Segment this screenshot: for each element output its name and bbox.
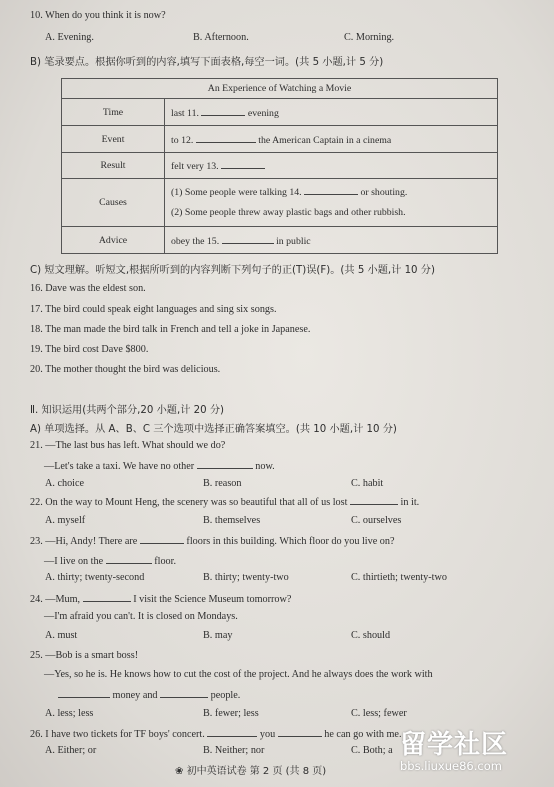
option-a: A. choice <box>45 478 85 489</box>
table-title: An Experience of Watching a Movie <box>62 79 498 99</box>
option-c: C. should <box>351 630 391 641</box>
option-a: A. Either; or <box>45 745 97 756</box>
row-content: to 12. the American Captain in a cinema <box>165 126 498 153</box>
option-b: B. Afternoon. <box>193 32 249 43</box>
option-a: A. myself <box>45 515 86 526</box>
row-content: felt very 13. <box>165 153 498 179</box>
question-23: 23. —Hi, Andy! There are floors in this building. Which floor do you live on? <box>30 536 395 547</box>
option-c: C. Both; a <box>351 745 393 756</box>
row-label: Time <box>62 99 165 126</box>
question-25: 25. —Bob is a smart boss! <box>30 650 139 661</box>
table-row <box>62 126 498 153</box>
question-24: 24. —Mum, I visit the Science Museum tomorrow? <box>30 594 292 605</box>
table-row <box>62 179 498 227</box>
option-c: C. thirtieth; twenty-two <box>351 572 447 583</box>
question-26: 26. I have two tickets for TF boys' concert. you he can go with me. <box>30 729 402 740</box>
option-c: C. less; fewer <box>351 708 407 719</box>
row-label: Result <box>62 153 165 179</box>
option-a: A. Evening. <box>45 32 94 43</box>
question-10: 10. When do you think it is now? <box>30 10 166 21</box>
question-21-reply: —Let's take a taxi. We have no other now. <box>44 461 275 472</box>
part-2-heading: Ⅱ. 知识运用(共两个部分,20 小题,计 20 分) <box>30 405 224 416</box>
flower-icon: ❀ <box>175 766 184 777</box>
option-a: A. less; less <box>45 708 94 719</box>
statement-20: 20. The mother thought the bird was delicious. <box>30 364 221 375</box>
watermark-logo <box>400 724 550 773</box>
option-a: A. thirty; twenty-second <box>45 572 145 583</box>
table-row <box>62 227 498 254</box>
statement-18: 18. The man made the bird talk in French and tell a joke in Japanese. <box>30 324 311 335</box>
section-b-heading: B) 笔录要点。根据你听到的内容,填写下面表格,每空一词。(共 5 小题,计 5 分) <box>30 57 384 68</box>
option-c: C. Morning. <box>344 32 395 43</box>
row-content: (1) Some people were talking 14. or shouting. (2) Some people threw away plastic bags and other rubbish. <box>165 179 498 227</box>
statement-17: 17. The bird could speak eight languages and sing six songs. <box>30 304 277 315</box>
option-b: B. Neither; nor <box>203 745 265 756</box>
watermark-url: bbs.liuxue86.com <box>400 759 502 773</box>
option-b: B. may <box>203 630 233 641</box>
table-row <box>62 99 498 126</box>
statement-19: 19. The bird cost Dave $800. <box>30 344 149 355</box>
question-22: 22. On the way to Mount Heng, the scenery was so beautiful that all of us lost in it. <box>30 497 420 508</box>
option-b: B. reason <box>203 478 242 489</box>
option-a: A. must <box>45 630 78 641</box>
experience-table <box>61 78 498 254</box>
option-c: C. habit <box>351 478 384 489</box>
option-b: B. fewer; less <box>203 708 259 719</box>
question-23-reply: —I live on the floor. <box>44 556 177 567</box>
option-c: C. ourselves <box>351 515 402 526</box>
watermark-title: 留学社区 <box>400 730 509 760</box>
option-b: B. thirty; twenty-two <box>203 572 289 583</box>
question-25-reply: —Yes, so he is. He knows how to cut the cost of the project. And he always does the work with <box>44 669 433 680</box>
question-25-reply-cont: money and people. <box>58 688 240 701</box>
question-24-reply: —I'm afraid you can't. It is closed on Mondays. <box>44 611 238 622</box>
option-b: B. themselves <box>203 515 261 526</box>
row-label: Advice <box>62 227 165 254</box>
section-c-heading: C) 短文理解。听短文,根据所听到的内容判断下列句子的正(T)误(F)。(共 5 小题,计 10 分) <box>30 265 435 276</box>
table-row <box>62 153 498 179</box>
row-label: Event <box>62 126 165 153</box>
section-a-heading: A) 单项选择。从 A、B、C 三个选项中选择正确答案填空。(共 10 小题,计 10 分) <box>30 424 397 435</box>
statement-16: 16. Dave was the eldest son. <box>30 283 146 294</box>
question-21: 21. —The last bus has left. What should we do? <box>30 440 226 451</box>
row-label: Causes <box>62 179 165 227</box>
row-content: last 11. evening <box>165 99 498 126</box>
row-content: obey the 15. in public <box>165 227 498 254</box>
page-footer: ❀ 初中英语试卷 第 2 页 (共 8 页) <box>175 766 327 777</box>
